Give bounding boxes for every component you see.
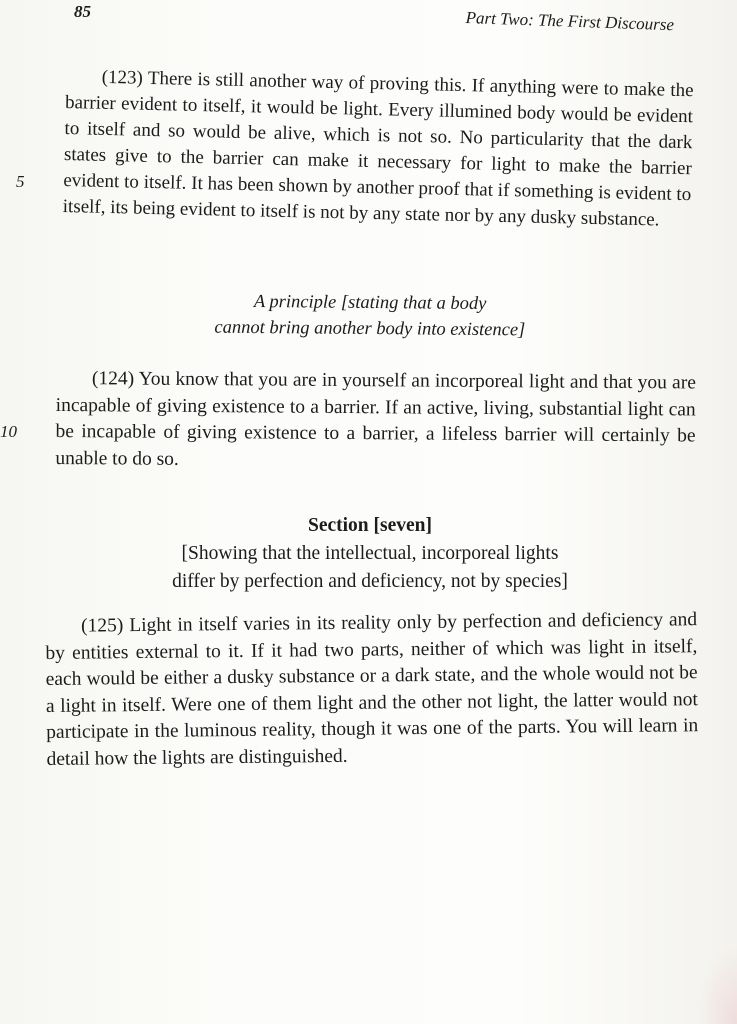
principle-heading xyxy=(180,288,560,343)
margin-line-number-10: 10 xyxy=(0,422,17,441)
page-number: 85 xyxy=(74,2,91,21)
section-subtitle-line-2: differ by perfection and deficiency, not by species] xyxy=(172,571,568,592)
paragraph-123-text: (123) There is still another way of proving this. If anything were to make the barrier evident to itself, it would be light. Every illumined body would be evident to itself and so would be alive, which is not so. No particularity that the dark states give to the barrier can make it necessary for light to make the barrier evident to itself. It has been shown by another proof that if something is evident to itself, its being evident to itself is not by any state nor by any dusky substance. xyxy=(62,66,694,231)
paragraph-123 xyxy=(62,64,693,234)
paragraph-125-text: (125) Light in itself varies in its reality only by perfection and deficiency and by entities external to it. If it had two parts, neither of which was light in itself, each would be either a dusky substance or a dark state, and the whole would not be a light in itself. Were one of them light and the other not light, the latter would not participate in the luminous reality, though it was one of the parts. You will learn in detail how the lights are distinguished. xyxy=(45,609,699,770)
page-stain xyxy=(697,944,737,1024)
principle-heading-line-1: A principle [stating that a body xyxy=(253,291,487,315)
section-title: Section [seven] xyxy=(307,515,433,536)
running-title: Part Two: The First Discourse xyxy=(465,8,675,35)
principle-heading-line-2: cannot bring another body into existence] xyxy=(214,317,526,341)
paragraph-124-text: (124) You know that you are in yourself an incorporeal light and that you are incapable of giving existence to a barrier. If an active, living, substantial light can be incapable of giving existence to a barrier, a lifeless barrier will certainly be unable to do so. xyxy=(55,368,696,470)
margin-line-number-5: 5 xyxy=(16,172,25,191)
section-subtitle-line-1: [Showing that the intellectual, incorporeal lights xyxy=(181,543,559,564)
paragraph-125 xyxy=(45,607,699,773)
section-heading xyxy=(130,512,610,596)
paragraph-124 xyxy=(55,366,696,476)
